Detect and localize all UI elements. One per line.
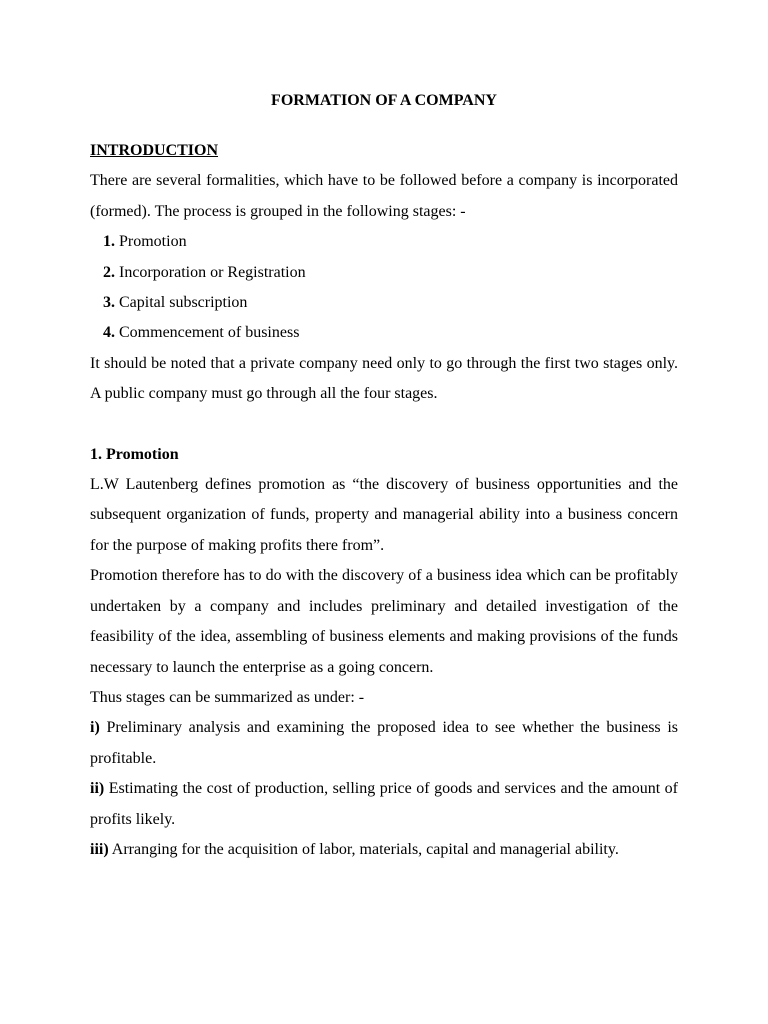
intro-note-paragraph: It should be noted that a private company need only to go through the first two stages only. A public company must go through all the four stages.: [90, 354, 678, 403]
item-number: ii): [90, 780, 105, 798]
item-number: i): [90, 719, 100, 737]
stages-summary-intro: Thus stages can be summarized as under: -: [90, 688, 365, 706]
item-text: Estimating the cost of production, selling price of goods and services and the amount of profits likely.: [90, 780, 678, 828]
page-title: FORMATION OF A COMPANY: [271, 92, 497, 109]
item-text: Arranging for the acquisition of labor, materials, capital and managerial ability.: [108, 840, 619, 858]
stages-list: [90, 227, 678, 349]
promotion-stage-item: [90, 774, 678, 835]
item-number: iii): [90, 840, 109, 858]
list-text: Incorporation or Registration: [115, 263, 306, 281]
introduction-heading: INTRODUCTION: [90, 142, 219, 159]
list-text: Capital subscription: [115, 294, 248, 312]
intro-paragraph: There are several formalities, which have to be followed before a company is incorporated (formed). The process is grouped in the following stages: -: [90, 172, 678, 220]
promotion-explanation-paragraph: Promotion therefore has to do with the discovery of a business idea which can be profitably undertaken by a company and includes preliminary and detailed investigation of the feasibility of the idea, assembling of business elements and making provisions of the funds necessary to launch the enterprise as a going concern.: [90, 567, 678, 676]
promotion-stage-item: [90, 713, 678, 774]
list-number: 4.: [103, 324, 115, 342]
list-text: Commencement of business: [115, 324, 300, 342]
list-text: Promotion: [115, 233, 187, 251]
list-number: 3.: [103, 294, 115, 312]
list-number: 2.: [103, 263, 115, 281]
list-item: [103, 227, 678, 257]
list-item: [103, 288, 678, 318]
document-body: [90, 136, 678, 865]
promotion-definition-paragraph: L.W Lautenberg defines promotion as “the discovery of business opportunities and the subsequent organization of funds, property and managerial ability into a business concern for the purpose of making profits there from”.: [90, 476, 678, 554]
list-item: [103, 318, 678, 348]
promotion-stage-item: [90, 835, 678, 865]
item-text: Preliminary analysis and examining the proposed idea to see whether the business is profitable.: [90, 719, 678, 767]
list-item: [103, 258, 678, 288]
promotion-heading: 1. Promotion: [90, 445, 179, 463]
list-number: 1.: [103, 233, 115, 251]
